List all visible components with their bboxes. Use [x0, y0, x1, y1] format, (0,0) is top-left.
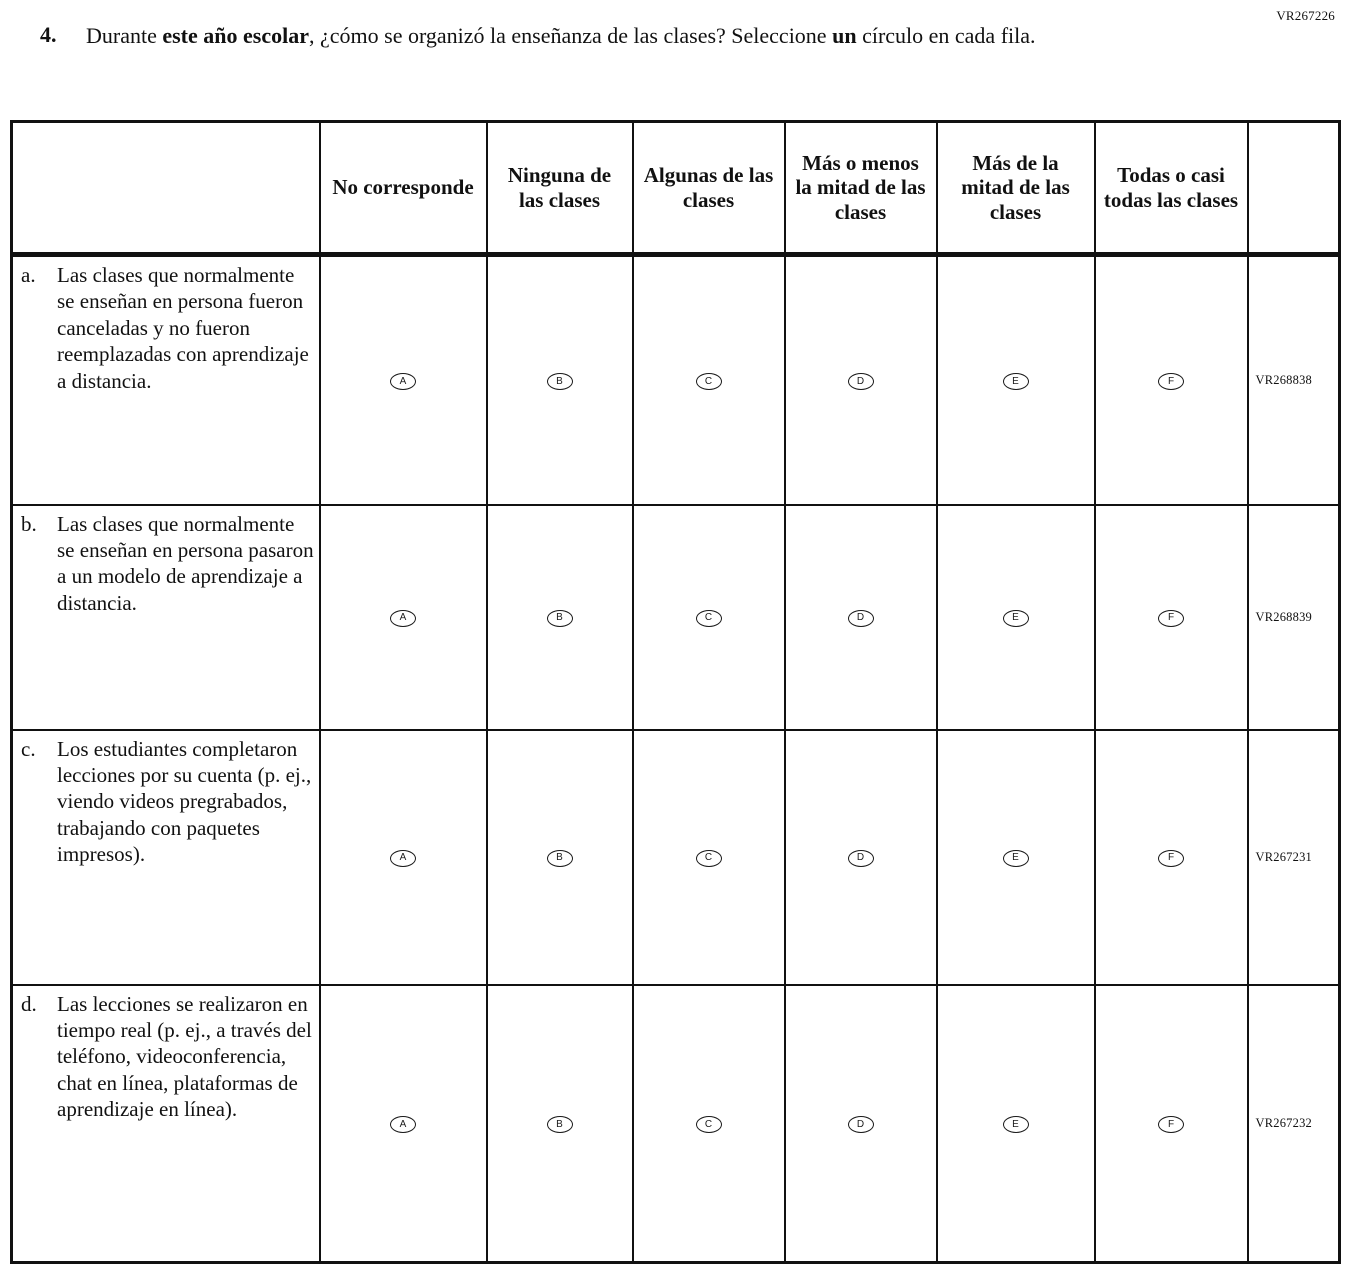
answer-bubble-c[interactable]: [696, 610, 722, 627]
statement-cell: [12, 255, 320, 505]
bubble-letter: B: [556, 852, 563, 864]
response-grid: [10, 120, 1341, 1264]
question-text-part: Durante: [86, 23, 163, 48]
bubble-letter: B: [556, 375, 563, 387]
bubble-letter: D: [856, 375, 865, 387]
table-row-c: [12, 730, 1340, 985]
answer-bubble-b[interactable]: [547, 1116, 573, 1133]
option-cell: [320, 255, 487, 505]
bubble-letter: F: [1167, 375, 1175, 387]
bubble-letter: A: [399, 852, 407, 864]
answer-bubble-a[interactable]: [390, 373, 416, 390]
bubble-letter: A: [399, 612, 407, 624]
option-cell: [633, 730, 785, 985]
option-cell: [1095, 255, 1248, 505]
bubble-letter: B: [556, 1118, 563, 1130]
option-cell: [1095, 730, 1248, 985]
answer-bubble-e[interactable]: [1003, 850, 1029, 867]
column-header-todas: Todas o casi todas las clases: [1095, 122, 1248, 255]
option-cell: [937, 505, 1095, 730]
bubble-letter: D: [856, 852, 865, 864]
answer-bubble-b[interactable]: [547, 850, 573, 867]
answer-bubble-c[interactable]: [696, 1116, 722, 1133]
bubble-letter: C: [704, 612, 713, 624]
bubble-letter: B: [556, 612, 563, 624]
option-cell: [487, 505, 633, 730]
answer-bubble-e[interactable]: [1003, 610, 1029, 627]
answer-bubble-d[interactable]: [848, 1116, 874, 1133]
option-cell: [320, 730, 487, 985]
option-cell: [937, 730, 1095, 985]
answer-bubble-d[interactable]: [848, 850, 874, 867]
bubble-letter: A: [399, 1118, 407, 1130]
option-cell: [937, 255, 1095, 505]
option-cell: [1095, 505, 1248, 730]
question-text-part-bold: un: [832, 23, 857, 48]
table-row-d: [12, 985, 1340, 1263]
option-cell: [785, 985, 937, 1263]
column-header-no-corresponde: No corresponde: [320, 122, 487, 255]
option-cell: [633, 505, 785, 730]
question-text-part-bold: este año escolar: [162, 23, 309, 48]
column-header-algunas: Algunas de las clases: [633, 122, 785, 255]
option-cell: [487, 255, 633, 505]
column-header-ninguna: Ninguna de las clases: [487, 122, 633, 255]
option-cell: [785, 730, 937, 985]
bubble-letter: E: [1012, 1118, 1019, 1130]
option-cell: [320, 985, 487, 1263]
header-row: [12, 122, 1340, 255]
option-cell: [633, 985, 785, 1263]
answer-bubble-f[interactable]: [1158, 610, 1184, 627]
option-cell: [785, 505, 937, 730]
answer-bubble-f[interactable]: [1158, 1116, 1184, 1133]
bubble-letter: C: [704, 1118, 713, 1130]
page-code: VR267226: [1276, 8, 1335, 23]
column-header-mas-de-la-mitad: Más de la mitad de las clases: [937, 122, 1095, 255]
question-text: [86, 22, 1166, 51]
answer-bubble-f[interactable]: [1158, 373, 1184, 390]
bubble-letter: E: [1012, 612, 1019, 624]
item-code: VR268839: [1248, 505, 1340, 730]
header-empty: [12, 122, 320, 255]
row-letter: d.: [21, 991, 37, 1016]
item-code: VR267231: [1248, 730, 1340, 985]
statement-cell: [12, 985, 320, 1263]
answer-bubble-c[interactable]: [696, 373, 722, 390]
row-letter: c.: [21, 736, 36, 761]
option-cell: [633, 255, 785, 505]
option-cell: [320, 505, 487, 730]
question-text-part: , ¿cómo se organizó la enseñanza de las clases? Seleccione: [308, 23, 833, 48]
option-cell: [1095, 985, 1248, 1263]
header-empty-code: [1248, 122, 1340, 255]
answer-bubble-a[interactable]: [390, 610, 416, 627]
answer-bubble-b[interactable]: [547, 373, 573, 390]
bubble-letter: A: [399, 375, 407, 387]
answer-bubble-a[interactable]: [390, 1116, 416, 1133]
row-letter: a.: [21, 263, 36, 287]
bubble-letter: E: [1012, 375, 1019, 387]
bubble-letter: D: [856, 1118, 865, 1130]
answer-bubble-f[interactable]: [1158, 850, 1184, 867]
option-cell: [487, 730, 633, 985]
answer-bubble-d[interactable]: [848, 610, 874, 627]
item-code: VR268838: [1248, 255, 1340, 505]
item-code: VR267232: [1248, 985, 1340, 1263]
table-row-b: [12, 505, 1340, 730]
bubble-letter: C: [704, 375, 713, 387]
row-letter: b.: [21, 511, 37, 536]
option-cell: [937, 985, 1095, 1263]
table-row-a: [12, 255, 1340, 505]
answer-bubble-e[interactable]: [1003, 373, 1029, 390]
statement-cell: [12, 505, 320, 730]
column-header-mas-o-menos: Más o menos la mitad de las clases: [785, 122, 937, 255]
bubble-letter: F: [1167, 852, 1175, 864]
option-cell: [785, 255, 937, 505]
bubble-letter: D: [856, 612, 865, 624]
statement-text: Los estudiantes completaron lecciones por su cuenta (p. ej., viendo videos pregrabados, trabajando con paquetes impresos).: [57, 736, 312, 867]
statement-text: Las clases que normalmente se enseñan en persona pasaron a un modelo de aprendizaje a distancia.: [57, 511, 314, 615]
statement-text: Las clases que normalmente se enseñan en persona fueron canceladas y no fueron reemplazadas con aprendizaje a distancia.: [57, 263, 309, 393]
answer-bubble-e[interactable]: [1003, 1116, 1029, 1133]
option-cell: [487, 985, 633, 1263]
statement-cell: [12, 730, 320, 985]
bubble-letter: F: [1167, 612, 1175, 624]
answer-bubble-d[interactable]: [848, 373, 874, 390]
question-number: 4.: [40, 22, 57, 47]
answer-bubble-b[interactable]: [547, 610, 573, 627]
answer-bubble-c[interactable]: [696, 850, 722, 867]
answer-bubble-a[interactable]: [390, 850, 416, 867]
statement-text: Las lecciones se realizaron en tiempo real (p. ej., a través del teléfono, videoconferencia, chat en línea, plataformas de aprendizaje en línea).: [57, 991, 312, 1122]
question-block: [40, 22, 1190, 51]
bubble-letter: F: [1167, 1118, 1175, 1130]
question-text-part: círculo en cada fila.: [856, 23, 1036, 48]
bubble-letter: C: [704, 852, 713, 864]
bubble-letter: E: [1012, 852, 1019, 864]
